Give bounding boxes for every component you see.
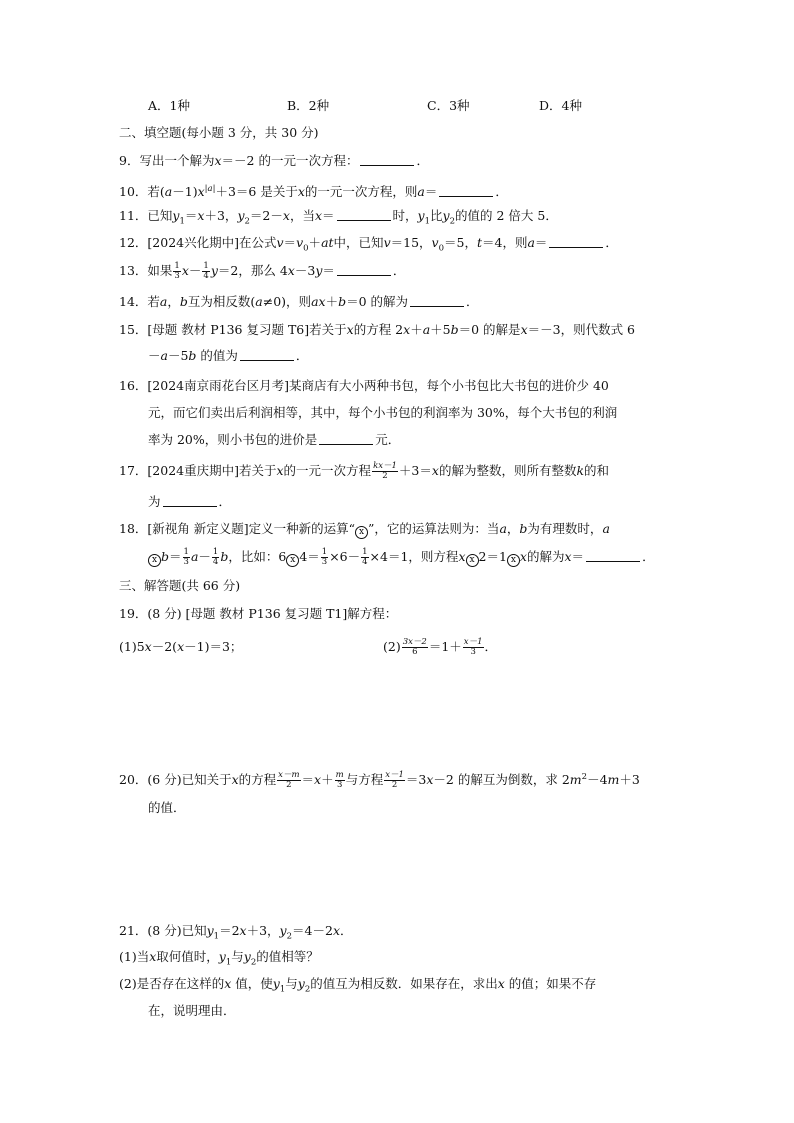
question-15-cont	[148, 347, 308, 365]
text-fragment: y	[315, 263, 323, 278]
text-fragment: y	[272, 976, 280, 991]
script-index: 2	[581, 772, 588, 782]
text-fragment: 的一元一次方程，则	[304, 184, 418, 200]
question-20	[119, 768, 640, 790]
text-fragment: ≠0)，则	[262, 294, 312, 309]
text-fragment: 为	[148, 494, 161, 509]
text-fragment: 20．	[119, 772, 148, 788]
text-fragment: ＋	[325, 294, 339, 309]
option-c: C．3种	[427, 98, 470, 113]
text-fragment: a	[602, 521, 610, 536]
text-fragment: 写出一个解为	[139, 153, 215, 168]
fraction	[463, 638, 484, 657]
text-fragment: 4	[203, 271, 209, 281]
text-fragment: (2)	[383, 639, 401, 654]
text-fragment: 的方程 2	[353, 322, 404, 337]
answer-blank	[337, 263, 391, 276]
text-fragment: ×6－	[329, 549, 361, 564]
answer-blank	[319, 432, 373, 445]
text-fragment: 已知	[147, 208, 173, 223]
text-fragment: ．	[218, 494, 232, 509]
text-fragment: a	[255, 294, 263, 309]
text-fragment: x	[314, 208, 323, 223]
text-fragment: ＝2－	[249, 208, 283, 223]
text-fragment: x	[287, 263, 295, 278]
question-13	[119, 262, 405, 281]
text-fragment: 4＝	[299, 549, 320, 564]
text-fragment: ＋3＝6 是关于	[215, 184, 298, 200]
text-fragment: 的值相等？	[256, 949, 319, 964]
answer-blank	[240, 348, 294, 361]
question-19	[119, 605, 397, 623]
text-fragment: m	[607, 772, 620, 788]
text-fragment: 1	[174, 261, 180, 271]
text-fragment: (8 分)已知	[147, 923, 207, 938]
text-fragment: y	[206, 923, 214, 938]
text-fragment: x	[276, 463, 284, 478]
text-fragment: [2024重庆期中]若关于	[147, 463, 277, 478]
text-fragment: ＝	[571, 549, 585, 564]
text-fragment: ．	[295, 348, 309, 363]
text-fragment: y	[172, 208, 180, 223]
text-fragment: x	[426, 772, 434, 788]
question-18	[119, 520, 610, 539]
circled-x-operator: x	[507, 554, 520, 567]
text-fragment: x	[197, 208, 205, 223]
text-fragment: 如果	[147, 263, 173, 278]
text-fragment: (8 分) [母题 教材 P136 复习题 T1]解方程：	[147, 606, 398, 621]
question-21-part-2	[119, 975, 596, 999]
text-fragment: 18．	[119, 521, 148, 536]
text-fragment: 13．	[119, 263, 148, 278]
text-fragment: ＝	[283, 235, 297, 250]
text-fragment: b	[519, 521, 528, 536]
text-fragment: b	[179, 294, 188, 309]
text-fragment: m	[569, 772, 582, 788]
text-fragment: t	[476, 235, 482, 250]
text-fragment: x	[519, 549, 527, 564]
answer-blank	[360, 153, 414, 166]
script-index: 2	[250, 957, 257, 968]
question-20-cont: 的值．	[148, 800, 186, 815]
text-fragment: ＝0 的解为	[346, 294, 409, 309]
answer-blank	[337, 208, 391, 221]
text-fragment: ，当	[289, 208, 315, 223]
fraction	[212, 548, 219, 567]
text-fragment: 的值的 2 倍大 5．	[455, 208, 558, 223]
text-fragment: 1	[203, 261, 209, 271]
text-fragment: 3	[336, 780, 343, 791]
text-fragment: 2	[382, 471, 388, 481]
text-fragment: x	[520, 322, 528, 337]
text-fragment: ＝	[184, 208, 198, 223]
text-fragment: 10．	[119, 184, 148, 200]
text-fragment: x	[431, 463, 439, 478]
text-fragment: [2024兴化期中]在公式	[147, 235, 277, 250]
text-fragment: 1	[212, 547, 219, 557]
text-fragment: 3	[321, 557, 328, 567]
text-fragment: 率为 20%，则小书包的进价是	[148, 432, 318, 447]
text-fragment: －1)	[172, 184, 198, 200]
text-fragment: ．	[416, 153, 429, 168]
text-fragment: ．	[466, 294, 479, 309]
text-fragment: ＝2	[219, 923, 240, 938]
question-17-cont	[148, 493, 231, 511]
fraction	[321, 548, 328, 567]
text-fragment: ＋3，	[246, 923, 280, 938]
text-fragment: 的一元一次方程	[283, 463, 372, 478]
fraction	[384, 771, 405, 790]
script-index: 1	[213, 931, 220, 942]
section-heading-solve: 三、解答题(共 66 分)	[119, 578, 241, 593]
text-fragment: b	[338, 294, 347, 309]
text-fragment: ＝	[534, 235, 548, 250]
text-fragment: 1	[321, 547, 328, 557]
question-17	[119, 462, 609, 481]
text-fragment: ＋	[410, 322, 423, 337]
text-fragment: x	[403, 322, 411, 337]
text-fragment: ＝4，则	[482, 235, 528, 250]
text-fragment: k	[576, 463, 585, 478]
text-fragment: ＝1＋	[428, 639, 462, 654]
text-fragment: a	[527, 235, 535, 250]
text-fragment: ＝3	[405, 772, 427, 788]
fraction	[277, 771, 300, 790]
text-fragment: 2	[286, 780, 292, 791]
text-fragment: 值，使	[231, 976, 273, 991]
text-fragment: 为有理数时，	[527, 521, 603, 536]
question-14	[119, 293, 479, 311]
script-index: 1	[179, 216, 185, 227]
text-fragment: 3	[183, 557, 189, 567]
text-fragment: 1	[362, 547, 368, 557]
question-12	[119, 234, 618, 258]
text-fragment: －2 的解互为倒数，求 2	[433, 772, 570, 788]
text-fragment: ＝4－2	[292, 923, 333, 938]
question-19-part-2	[383, 638, 497, 657]
text-fragment: x	[197, 184, 205, 200]
text-fragment: －	[148, 348, 161, 363]
text-fragment: y	[442, 208, 450, 223]
text-fragment: (6 分)已知关于	[147, 772, 232, 788]
text-fragment: －	[198, 549, 211, 564]
text-fragment: ”，它的运算法则为：当	[368, 521, 500, 536]
circled-x-operator: x	[286, 554, 299, 567]
text-fragment: x	[346, 322, 354, 337]
text-fragment: 与	[231, 949, 244, 964]
fraction	[335, 771, 345, 790]
text-fragment: ．	[642, 549, 655, 564]
text-fragment: ．	[484, 639, 498, 654]
text-fragment: m	[335, 770, 344, 781]
script-index: 0	[438, 243, 445, 254]
text-fragment: ＋3，	[204, 208, 238, 223]
text-fragment: 4	[212, 557, 219, 567]
question-11	[119, 207, 558, 231]
question-21-part-1	[119, 948, 319, 972]
option-b: B．2种	[287, 98, 330, 113]
text-fragment: ＝2，那么 4	[217, 263, 288, 278]
text-fragment: [母题 教材 P136 复习题 T6]若关于	[147, 322, 347, 337]
script-index: |a|	[204, 184, 216, 194]
text-fragment: [2024南京雨花台区月考]某商店有大小两种书包，每个小书包比大书包的进价少 40	[147, 378, 609, 393]
text-fragment: ＋3＝	[398, 463, 432, 478]
text-fragment: ，	[506, 521, 520, 536]
question-21-part-2-cont: 在，说明理由．	[148, 1003, 236, 1018]
fraction	[202, 262, 209, 281]
fraction	[173, 262, 180, 281]
text-fragment: 15．	[119, 322, 148, 337]
text-fragment: [新视角 新定义题]定义一种新的运算“	[147, 521, 356, 536]
text-fragment: y	[218, 949, 226, 964]
text-fragment: ＋5	[430, 322, 451, 337]
text-fragment: 12．	[119, 235, 148, 250]
text-fragment: ＋	[308, 235, 322, 250]
question-19-part-1	[119, 638, 242, 656]
text-fragment: 3	[470, 647, 476, 657]
text-fragment: 的解为	[526, 549, 565, 564]
text-fragment: a	[164, 184, 173, 200]
text-fragment: y	[417, 208, 425, 223]
text-fragment: a	[311, 294, 319, 309]
text-fragment: v	[276, 235, 284, 250]
text-fragment: b	[450, 322, 459, 337]
text-fragment: 2	[391, 780, 398, 791]
text-fragment: 的值为	[196, 348, 238, 363]
text-fragment: v	[383, 235, 391, 250]
text-fragment: y	[237, 208, 245, 223]
text-fragment: x－1	[385, 770, 404, 781]
circled-x-operator: x	[466, 554, 479, 567]
question-21	[119, 922, 353, 946]
text-fragment: b	[188, 348, 197, 363]
text-fragment: 比	[430, 208, 443, 223]
text-fragment: x	[297, 184, 305, 200]
text-fragment: a	[422, 322, 431, 337]
text-fragment: 与方程	[345, 772, 384, 788]
text-fragment: 的和	[584, 463, 610, 478]
text-fragment: a	[417, 184, 425, 200]
text-fragment: －4	[587, 772, 608, 788]
text-fragment: ＝	[322, 263, 335, 278]
question-16	[119, 377, 609, 395]
text-fragment: x	[458, 549, 466, 564]
text-fragment: a	[321, 235, 329, 250]
text-fragment: x	[314, 772, 322, 788]
text-fragment: 时，	[392, 208, 418, 223]
text-fragment: ×4＝1，则方程	[369, 549, 459, 564]
text-fragment: ．	[495, 184, 508, 200]
text-fragment: x	[181, 263, 189, 278]
text-fragment: x	[144, 639, 152, 654]
text-fragment: 3	[174, 271, 180, 281]
text-fragment: x	[149, 949, 157, 964]
text-fragment: －	[188, 263, 202, 278]
option-a: A．1种	[148, 98, 190, 113]
script-index: 2	[449, 216, 456, 227]
text-fragment: ＝	[301, 772, 315, 788]
text-fragment: v	[431, 235, 439, 250]
text-fragment: a	[499, 521, 507, 536]
text-fragment: y	[210, 263, 218, 278]
text-fragment: b	[161, 549, 170, 564]
text-fragment: b	[220, 549, 229, 564]
text-fragment: x	[231, 772, 239, 788]
text-fragment: v	[296, 235, 304, 250]
answer-blank	[163, 494, 217, 507]
text-fragment: ＝15，	[390, 235, 432, 250]
text-fragment: 的方程	[238, 772, 277, 788]
text-fragment: 6	[412, 647, 418, 657]
script-index: 1	[424, 216, 431, 227]
script-index: 2	[304, 984, 311, 995]
text-fragment: 若(	[147, 184, 165, 200]
text-fragment: －3	[294, 263, 316, 278]
answer-blank	[439, 184, 493, 197]
text-fragment: 4	[362, 557, 368, 567]
text-fragment: a	[190, 549, 199, 564]
question-16-line-2: 元，而它们卖出后利润相等，其中，每个小书包的利润率为 30%，每个大书包的利润	[148, 405, 618, 420]
fraction	[372, 462, 398, 481]
text-fragment: a	[159, 294, 168, 309]
text-fragment: x	[332, 923, 340, 938]
question-18-cont	[148, 548, 655, 567]
text-fragment: 1	[183, 547, 189, 557]
text-fragment: 的值互为相反数．如果存在，求出	[310, 976, 498, 991]
text-fragment: ．	[340, 923, 353, 938]
answer-blank	[410, 294, 464, 307]
text-fragment: 9．	[119, 153, 140, 168]
circled-x-operator: x	[148, 554, 161, 567]
text-fragment: 11．	[119, 208, 148, 223]
text-fragment: ＋	[321, 772, 334, 788]
answer-blank	[586, 549, 640, 562]
section-heading-fill-in: 二、填空题(每小题 3 分，共 30 分)	[119, 125, 319, 140]
text-fragment: ＋3	[619, 772, 640, 788]
text-fragment: －1)＝3；	[184, 639, 243, 654]
fraction	[402, 638, 428, 657]
text-fragment: 21．	[119, 923, 148, 938]
question-9	[119, 152, 429, 170]
text-fragment: x－m	[278, 770, 300, 781]
text-fragment: 的值；如果不存	[504, 976, 597, 991]
text-fragment: 19．	[119, 606, 148, 621]
text-fragment: 2＝1	[478, 549, 507, 564]
text-fragment: ．	[605, 235, 618, 250]
text-fragment: t	[328, 235, 334, 250]
text-fragment: (1)5	[119, 639, 145, 654]
script-index: 2	[244, 216, 250, 227]
text-fragment: ，	[167, 294, 180, 309]
text-fragment: ＝5，	[444, 235, 477, 250]
text-fragment: 元．	[375, 432, 401, 447]
text-fragment: －5	[167, 348, 189, 363]
question-16-line-3	[148, 431, 400, 449]
text-fragment: 的解为整数，则所有整数	[438, 463, 577, 478]
script-index: 0	[303, 243, 309, 254]
question-10	[119, 180, 508, 201]
answer-blank	[549, 235, 603, 248]
text-fragment: ＝0 的解是	[458, 322, 521, 337]
text-fragment: ＝	[322, 208, 335, 223]
text-fragment: x	[224, 976, 232, 991]
text-fragment: x	[497, 976, 505, 991]
script-index: 1	[279, 984, 286, 995]
text-fragment: x	[282, 208, 290, 223]
script-index: 1	[225, 957, 232, 968]
option-d: D．4种	[539, 98, 582, 113]
text-fragment: x	[177, 639, 185, 654]
text-fragment: x	[564, 549, 572, 564]
text-fragment: －2(	[151, 639, 178, 654]
text-fragment: x	[214, 153, 222, 168]
text-fragment: ＝	[424, 184, 438, 200]
text-fragment: 互为相反数(	[187, 294, 256, 309]
text-fragment: ，比如：6	[228, 549, 287, 564]
question-15	[119, 321, 635, 339]
text-fragment: 16．	[119, 378, 148, 393]
text-fragment: y	[297, 976, 305, 991]
text-fragment: y	[243, 949, 251, 964]
text-fragment: ＝	[169, 549, 182, 564]
text-fragment: 若	[147, 294, 160, 309]
text-fragment: x	[239, 923, 247, 938]
text-fragment: (1)当	[119, 949, 150, 964]
text-fragment: 17．	[119, 463, 148, 478]
text-fragment: (2)是否存在这样的	[119, 976, 225, 991]
text-fragment: ＝－3，则代数式 6	[527, 322, 636, 337]
text-fragment: x－1	[463, 637, 483, 647]
fraction	[183, 548, 190, 567]
text-fragment: ＝－2 的一元一次方程：	[221, 153, 359, 168]
text-fragment: kx－1	[373, 461, 397, 471]
text-fragment: 与	[285, 976, 298, 991]
text-fragment: 3x－2	[402, 637, 427, 647]
text-fragment: 中，已知	[333, 235, 384, 250]
text-fragment: x	[318, 294, 326, 309]
text-fragment: 取何值时，	[156, 949, 219, 964]
text-fragment: 14．	[119, 294, 148, 309]
text-fragment: ．	[392, 263, 406, 278]
circled-x-operator: x	[355, 526, 368, 539]
text-fragment: y	[279, 923, 287, 938]
text-fragment: a	[160, 348, 168, 363]
fraction	[361, 548, 368, 567]
script-index: 2	[286, 931, 293, 942]
